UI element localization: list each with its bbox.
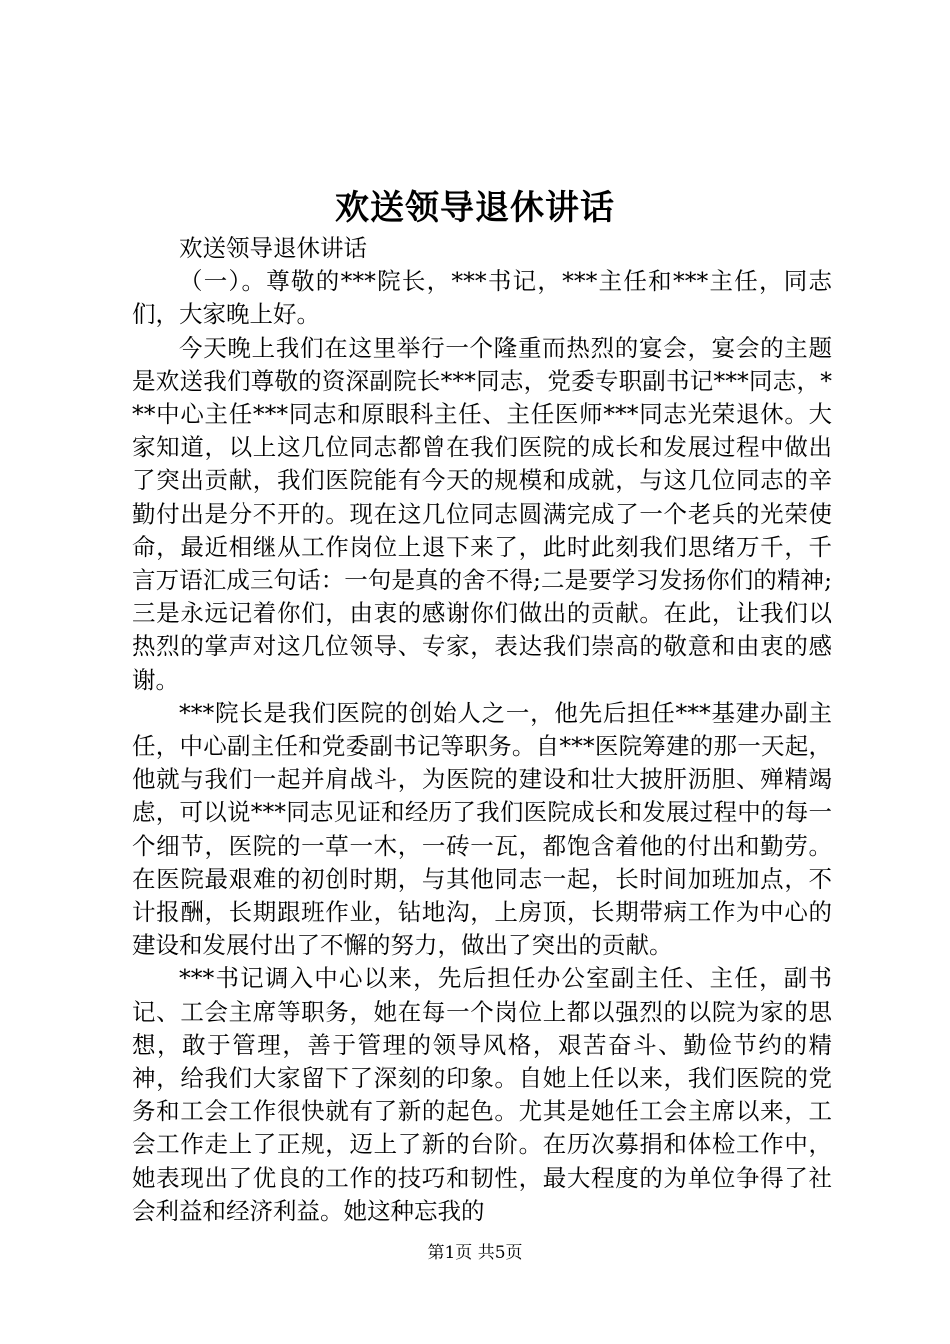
paragraph-intro: 今天晚上我们在这里举行一个隆重而热烈的宴会，宴会的主题是欢送我们尊敬的资深副院长***同志，党委专职副书记***同志，***中心主任***同志和原眼科主任、主任医师***同志光荣退休。大家知道，以上这几位同志都曾在我们医院的成长和发展过程中做出了突出贡献，我们医院能有今天的规模和成就，与这几位同志的辛勤付出是分不开的。现在这几位同志圆满完成了一个老兵的光荣使命，最近相继从工作岗位上退下来了，此时此刻我们思绪万千，千言万语汇成三句话：一句是真的舍不得;二是要学习发扬你们的精神;三是永远记着你们，由衷的感谢你们做出的贡献。在此，让我们以热烈的掌声对这几位领导、专家，表达我们崇高的敬意和由衷的感谢。 bbox=[132, 333, 832, 694]
paragraph-secretary: ***书记调入中心以来，先后担任办公室副主任、主任，副书记、工会主席等职务，她在每一个岗位上都以强烈的以院为家的思想，敢于管理，善于管理的领导风格，艰苦奋斗、勤俭节约的精神，给我们大家留下了深刻的印象。自她上任以来，我们医院的党务和工会工作很快就有了新的起色。尤其是她任工会主席以来，工会工作走上了正规，迈上了新的台阶。在历次募捐和体检工作中，她表现出了优良的工作的技巧和韧性，最大程度的为单位争得了社会利益和经济利益。她这种忘我的 bbox=[132, 964, 832, 1225]
document-title: 欢送领导退休讲话 bbox=[335, 188, 615, 228]
page-footer: 第1页 共5页 bbox=[427, 1243, 523, 1263]
paragraph-heading: 欢送领导退休讲话 bbox=[179, 234, 367, 262]
paragraph-dean: ***院长是我们医院的创始人之一，他先后担任***基建办副主任，中心副主任和党委副书记等职务。自***医院筹建的那一天起，他就与我们一起并肩战斗，为医院的建设和壮大披肝沥胆、殚精竭虑，可以说***同志见证和经历了我们医院成长和发展过程中的每一个细节，医院的一草一木，一砖一瓦，都饱含着他的付出和勤劳。在医院最艰难的初创时期，与其他同志一起，长时间加班加点，不计报酬，长期跟班作业，钻地沟，上房顶，长期带病工作为中心的建设和发展付出了不懈的努力，做出了突出的贡献。 bbox=[132, 698, 832, 960]
document-body bbox=[132, 232, 832, 1228]
paragraph-greeting: （一）。尊敬的***院长，***书记，***主任和***主任，同志们，大家晚上好。 bbox=[132, 267, 832, 329]
